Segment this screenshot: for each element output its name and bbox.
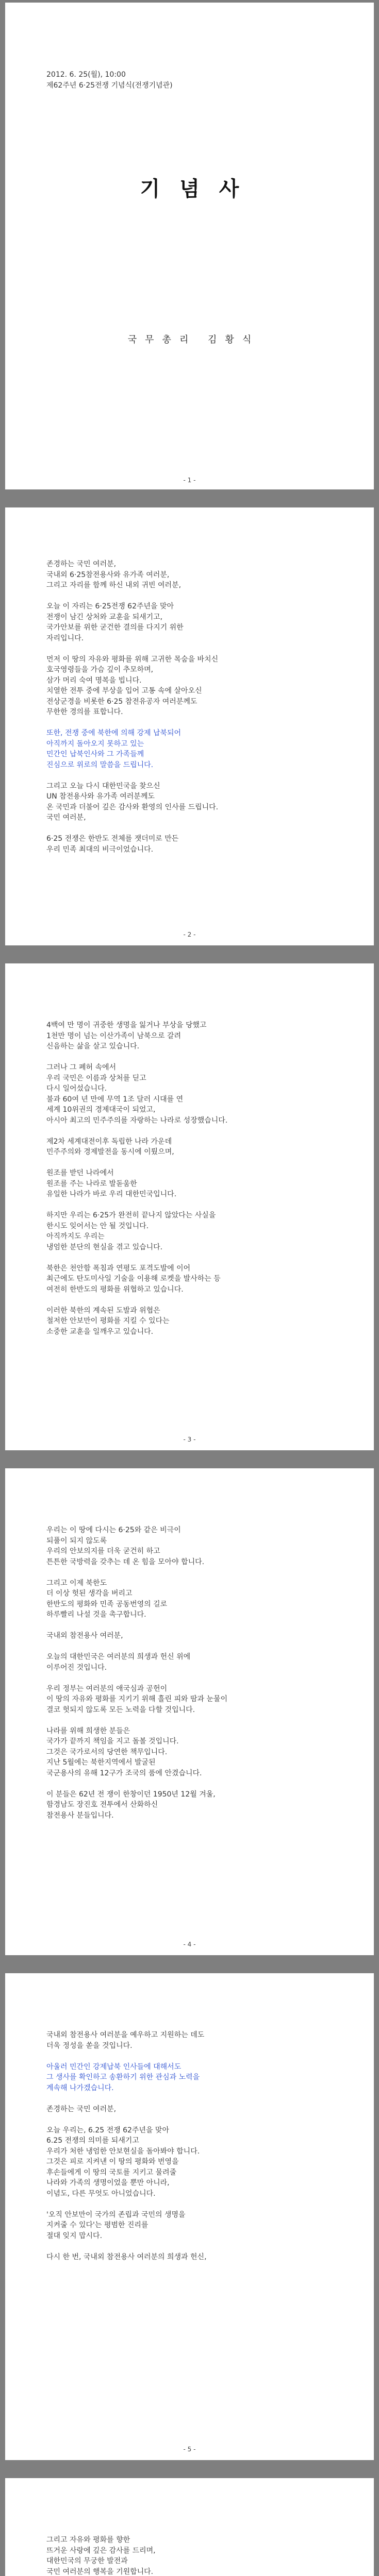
- text-line: 민주주의와 경제발전을 동시에 이뤘으며,: [46, 1148, 174, 1156]
- text-line: 호국영령들을 가슴 깊이 추모하며,: [46, 666, 154, 674]
- paragraph: [46, 1137, 343, 1158]
- page-body: [46, 559, 343, 866]
- text-line: 우리 민족 최대의 비극이었습니다.: [46, 845, 154, 854]
- paragraph: [46, 2104, 343, 2115]
- text-line: 오늘의 대한민국은 여러분의 희생과 헌신 위에: [46, 1653, 191, 1661]
- text-line: 우리 국민은 이름과 상처를 딛고: [46, 1074, 146, 1082]
- text-line: 다시 한 번, 국내외 참전용사 여러분의 희생과 헌신,: [46, 2252, 207, 2261]
- text-line: 지켜줄 수 있다'는 평범한 진리를: [46, 2221, 149, 2229]
- text-line: 우리가 처한 냉엄한 안보현실을 돌아봐야 합니다.: [46, 2147, 200, 2156]
- text-line: 아직까지 돌아오지 못하고 있는: [46, 739, 144, 748]
- text-line: 한시도 잊어서는 안 될 것입니다.: [46, 1222, 149, 1230]
- text-line: 4백여 만 명이 귀중한 생명을 잃거나 부상을 당했고: [46, 1021, 207, 1029]
- text-line: 국가안보를 위한 굳건한 결의를 다지기 위한: [46, 623, 184, 632]
- text-line: 더 이상 헛된 생각을 버리고: [46, 1589, 133, 1598]
- page-number: - 3 -: [183, 1436, 196, 1443]
- text-line: 계속해 나가겠습니다.: [46, 2083, 114, 2092]
- text-line: 전쟁이 남긴 상처와 교훈을 되새기고,: [46, 613, 163, 621]
- paragraph: [46, 1263, 343, 1295]
- paragraph: [46, 2125, 343, 2199]
- text-line: 최근에도 탄도미사일 기술을 이용해 로켓을 발사하는 등: [46, 1275, 221, 1283]
- text-line: 소중한 교훈을 일깨우고 있습니다.: [46, 1327, 154, 1336]
- text-line: 나라를 위해 희생한 분들은: [46, 1726, 130, 1735]
- page-6: [5, 2478, 374, 2576]
- event-date: 2012. 6. 25(월), 10:00: [46, 71, 126, 79]
- text-line: 치열한 전투 중에 부상을 입어 고통 속에 살아오신: [46, 687, 202, 695]
- text-line: 우리는 이 땅에 다시는 6·25와 같은 비극이: [46, 1526, 181, 1534]
- text-line: 진심으로 위로의 말씀을 드립니다.: [46, 760, 154, 769]
- text-line: 국내외 참전용사 여러분,: [46, 1632, 123, 1640]
- text-line: 온 국민과 더불어 깊은 감사와 환영의 인사를 드립니다.: [46, 803, 219, 811]
- speech-title: 기념사: [140, 177, 259, 201]
- text-line: 절대 잊지 맙시다.: [46, 2231, 103, 2240]
- text-line: 냉엄한 분단의 현실을 겪고 있습니다.: [46, 1243, 163, 1251]
- text-line: 그것은 피로 지켜낸 이 땅의 평화와 번영을: [46, 2158, 179, 2166]
- text-line: 국군용사의 유해 12구가 조국의 품에 안겼습니다.: [46, 1769, 202, 1777]
- text-line: 신음하는 삶을 살고 있습니다.: [46, 1042, 140, 1050]
- text-line: 참전용사 분들입니다.: [46, 1811, 114, 1820]
- page-body: [46, 1525, 343, 1832]
- text-line: 그리고 이제 북한도: [46, 1579, 107, 1587]
- page-2: [5, 507, 374, 945]
- paragraph: [46, 1210, 343, 1252]
- page-number: - 5 -: [183, 2446, 196, 2453]
- paragraph: [46, 728, 343, 770]
- speech-author: 국무총리 김황식: [127, 334, 260, 345]
- text-line: 더욱 정성을 쏟을 것입니다.: [46, 2041, 133, 2050]
- paragraph: [46, 1020, 343, 1052]
- paragraph: [46, 1525, 343, 1567]
- paragraph: [46, 781, 343, 823]
- text-line: 제2차 세계대전이후 독립한 나라 가운데: [46, 1137, 172, 1146]
- paragraph: [46, 2535, 343, 2576]
- text-line: 존경하는 국민 여러분,: [46, 2105, 117, 2113]
- text-line: 먼저 이 땅의 자유와 평화를 위해 고귀한 목숨을 바치신: [46, 655, 219, 664]
- text-line: 오늘 이 자리는 6·25전쟁 62주년을 맞아: [46, 602, 174, 611]
- text-line: 다시 일어섰습니다.: [46, 1084, 107, 1093]
- text-line: 원조를 주는 나라로 발돋움한: [46, 1179, 137, 1188]
- text-line: 그리고 자리를 함께 하신 내외 귀빈 여러분,: [46, 581, 182, 589]
- paragraph: [46, 654, 343, 718]
- text-line: 그리고 오늘 다시 대한민국을 찾으신: [46, 782, 160, 790]
- page-body: [46, 2535, 343, 2576]
- paragraph: [46, 1684, 343, 1716]
- paragraph: [46, 601, 343, 643]
- text-line: 우리 정부는 여러분의 애국심과 공헌이: [46, 1684, 168, 1693]
- paragraph: [46, 1578, 343, 1620]
- paragraph: [46, 1726, 343, 1779]
- text-line: 삼가 머리 숙여 명복을 빕니다.: [46, 676, 142, 685]
- text-line: 그리고 자유와 평화를 향한: [46, 2536, 130, 2544]
- text-line: 이념도, 다른 무엇도 아니었습니다.: [46, 2189, 156, 2198]
- paragraph: [46, 559, 343, 591]
- text-line: 전상군경을 비롯한 6·25 참전유공자 여러분께도: [46, 697, 197, 706]
- page-5: [5, 1973, 374, 2460]
- text-line: 유일한 나라가 바로 우리 대한민국입니다.: [46, 1190, 177, 1198]
- text-line: 국민 여러분의 행복을 기원합니다.: [46, 2567, 154, 2576]
- paragraph: [46, 834, 343, 855]
- text-line: 존경하는 국민 여러분,: [46, 560, 117, 568]
- text-line: 6·25 전쟁은 한반도 전체를 잿더미로 만든: [46, 835, 179, 843]
- text-line: 한반도의 평화와 민족 공동번영의 길로: [46, 1600, 168, 1608]
- paragraph: [46, 1631, 343, 1641]
- paragraph: [46, 2210, 343, 2242]
- page-number: - 1 -: [183, 477, 196, 484]
- text-line: 철저한 안보만이 평화를 지킬 수 있다는: [46, 1317, 170, 1325]
- page-4: [5, 1468, 374, 1955]
- text-line: 후손들에게 이 땅의 국토를 지키고 물려줄: [46, 2168, 177, 2177]
- text-line: 뜨거운 사랑에 깊은 감사를 드리며,: [46, 2546, 156, 2555]
- text-line: 아직까지도 우리는: [46, 1232, 105, 1241]
- text-line: 1천만 명이 넘는 이산가족이 남북으로 갈려: [46, 1031, 182, 1040]
- text-line: 이 분들은 62년 전 쟁이 한창이던 1950년 12월 겨울,: [46, 1790, 216, 1799]
- text-line: 무한한 경의를 표합니다.: [46, 708, 123, 716]
- text-line: 그것은 국가로서의 당연한 책무입니다.: [46, 1748, 168, 1756]
- paragraph: [46, 2030, 343, 2051]
- text-line: 북한은 천안함 폭침과 연평도 포격도발에 이어: [46, 1264, 191, 1273]
- text-line: 아시아 최고의 민주주의를 자랑하는 나라로 성장했습니다.: [46, 1116, 228, 1125]
- text-line: 국가가 끝까지 책임을 지고 돌볼 것입니다.: [46, 1737, 179, 1745]
- text-line: 되풀이 되지 않도록: [46, 1536, 107, 1545]
- text-line: 국내외 6·25참전용사와 유가족 여러분,: [46, 570, 170, 579]
- paragraph: [46, 1306, 343, 1337]
- text-line: 하루빨리 나설 것을 촉구합니다.: [46, 1611, 146, 1619]
- text-line: 지난 5월에는 북한지역에서 발굴된: [46, 1758, 156, 1767]
- page-3: [5, 963, 374, 1450]
- text-line: 국내외 참전용사 여러분을 예우하고 지원하는 데도: [46, 2031, 205, 2039]
- text-line: 아울러 민간인 강제납북 인사들에 대해서도: [46, 2062, 182, 2071]
- text-line: 자리입니다.: [46, 634, 84, 642]
- text-line: 대한민국의 무궁한 발전과: [46, 2557, 128, 2565]
- paragraph: [46, 1062, 343, 1126]
- text-line: 그 생사를 확인하고 송환하기 위한 관심과 노력을: [46, 2073, 200, 2081]
- text-line: 이러한 북한의 계속된 도발과 위협은: [46, 1306, 160, 1315]
- paragraph: [46, 1168, 343, 1200]
- text-line: 결코 헛되지 않도록 모든 노력을 다할 것입니다.: [46, 1705, 195, 1714]
- text-line: '오직 안보만이 국가의 존립과 국민의 생명을: [46, 2210, 186, 2219]
- paragraph: [46, 2062, 343, 2094]
- page-number: - 4 -: [183, 1941, 196, 1948]
- text-line: 원조를 받던 나라에서: [46, 1169, 114, 1177]
- text-line: 하지만 우리는 6·25가 완전히 끝나지 않았다는 사실을: [46, 1211, 216, 1219]
- text-line: 세계 10위권의 경제대국이 되었고,: [46, 1106, 156, 1114]
- page-body: [46, 2030, 343, 2273]
- cover-page: [5, 3, 374, 489]
- event-name: 제62주년 6·25전쟁 기념식(전쟁기념관): [46, 81, 173, 90]
- text-line: 민간인 납북인사와 그 가족들께: [46, 750, 144, 758]
- page-number: - 2 -: [183, 931, 196, 938]
- event-info: [46, 70, 173, 91]
- text-line: 이루어진 것입니다.: [46, 1663, 107, 1672]
- text-line: 우리의 안보의지를 더욱 굳건히 하고: [46, 1547, 160, 1555]
- paragraph: [46, 1789, 343, 1821]
- paragraph: [46, 1652, 343, 1673]
- text-line: 불과 60여 년 만에 무역 1조 달러 시대를 연: [46, 1095, 184, 1104]
- text-line: 여전히 한반도의 평화를 위협하고 있습니다.: [46, 1285, 184, 1294]
- text-line: 또한, 전쟁 중에 북한에 의해 강제 납북되어: [46, 729, 182, 737]
- text-line: 6.25 전쟁의 의미를 되새기고: [46, 2137, 139, 2145]
- text-line: UN 참전용사와 유가족 여러분께도: [46, 792, 155, 801]
- text-line: 이 땅의 자유와 평화를 지키기 위해 흘린 피와 땀과 눈물이: [46, 1695, 228, 1703]
- text-line: 나라와 가족의 생명이었을 뿐만 아니라,: [46, 2179, 170, 2187]
- text-line: 함경남도 장진호 전투에서 산화하신: [46, 1801, 158, 1809]
- paragraph: [46, 2252, 343, 2263]
- text-line: 국민 여러분,: [46, 814, 86, 822]
- text-line: 그러나 그 폐허 속에서: [46, 1063, 117, 1072]
- text-line: 튼튼한 국방력을 갖추는 데 온 힘을 모아야 합니다.: [46, 1557, 205, 1566]
- text-line: 오늘 우리는, 6.25 전쟁 62주년을 맞아: [46, 2126, 169, 2134]
- page-body: [46, 1020, 343, 1348]
